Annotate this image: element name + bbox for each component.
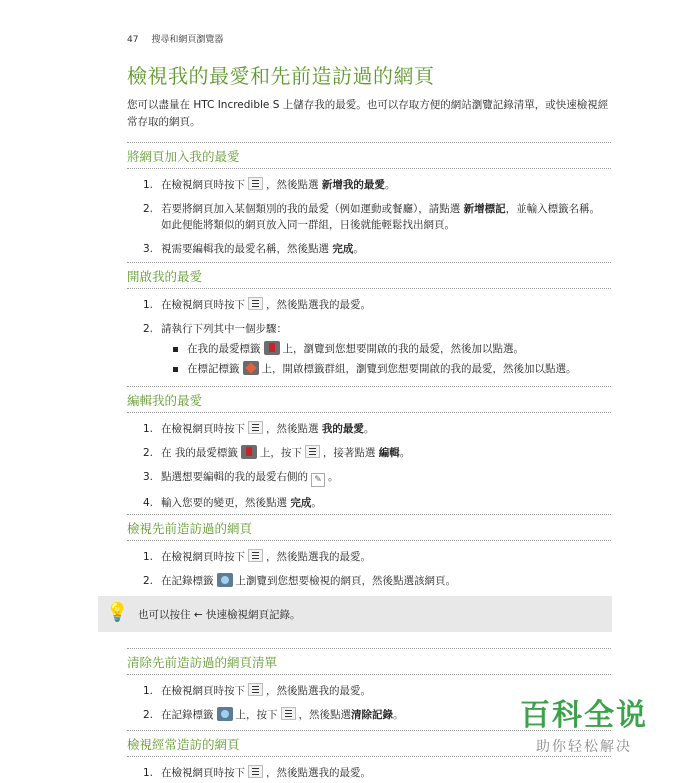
step: 4. 輸入您要的變更，然後點選 完成。 — [143, 497, 322, 509]
tip-text: 也可以按住 ← 快速檢視網頁記錄。 — [138, 609, 301, 621]
page-header — [127, 32, 223, 45]
menu-icon — [248, 765, 263, 778]
page-title: 檢視我的最愛和先前造訪過的網頁 — [127, 64, 435, 88]
menu-icon — [248, 177, 263, 190]
section-heading: 將網頁加入我的最愛 — [127, 142, 611, 169]
step: 1. 在檢視網頁時按下 ，然後點選我的最愛。 — [143, 767, 371, 779]
back-arrow-icon: ← — [193, 609, 203, 621]
history-tab-icon — [217, 707, 233, 721]
step: 1. 在檢視網頁時按下 ，然後點選 我的最愛。 — [143, 423, 375, 435]
step: 2. 在 我的最愛標籤 上，按下 ，接著點選 編輯。 — [143, 447, 411, 459]
section-heading: 清除先前造訪過的網頁清單 — [127, 648, 611, 675]
section-add-favorites — [127, 142, 611, 257]
watermark-title: 百科全说 — [520, 698, 648, 733]
history-tab-icon — [217, 573, 233, 587]
bookmark-tab-icon — [241, 445, 257, 459]
menu-icon — [248, 549, 263, 562]
section-open-favorites — [127, 262, 611, 377]
menu-icon — [248, 297, 263, 310]
section-heading: 開啟我的最愛 — [127, 262, 611, 289]
section-heading: 檢視經常造訪的網頁 — [127, 730, 611, 757]
menu-icon — [305, 445, 320, 458]
bullet-item: 在標記標籤 上，開啟標籤群組，瀏覽到您想要開啟的我的最愛，然後加以點選。 — [127, 361, 611, 377]
section-edit-favorites — [127, 386, 611, 511]
section-heading: 檢視先前造訪過的網頁 — [127, 514, 611, 541]
edit-icon: ✎ — [311, 473, 325, 487]
chapter-title: 搜尋和網頁瀏覽器 — [151, 35, 224, 45]
step: 2. 在記錄標籤 上，按下 ，然後點選清除記錄。 — [143, 709, 404, 721]
page-number: 47 — [127, 35, 139, 45]
watermark-logo — [520, 690, 648, 756]
tip-box — [98, 596, 612, 632]
intro-paragraph: 您可以盡量在 HTC Incredible S 上儲存我的最愛。也可以存取方便的網站瀏覽記錄清單，或快速檢視經常存取的網頁。 — [127, 99, 609, 128]
section-heading: 編輯我的最愛 — [127, 386, 611, 413]
step: 1. 在檢視網頁時按下 ，然後點選我的最愛。 — [143, 299, 371, 311]
step: 1. 在檢視網頁時按下 ，然後點選我的最愛。 — [143, 551, 371, 563]
menu-icon — [248, 683, 263, 696]
step: 1. 在檢視網頁時按下 ，然後點選 新增我的最愛。 — [143, 179, 396, 191]
step: 1. 在檢視網頁時按下 ，然後點選我的最愛。 — [143, 685, 371, 697]
step: 2. 請執行下列其中一個步驟： — [143, 323, 287, 335]
bullet-item: 在我的最愛標籤 上，瀏覽到您想要開啟的我的最愛，然後加以點選。 — [127, 341, 611, 357]
step: 2. 在記錄標籤 上瀏覽到您想要檢視的網頁，然後點選該網頁。 — [143, 575, 456, 587]
menu-icon — [248, 421, 263, 434]
step: 3. 點選想要編輯的我的最愛右側的 ✎ 。 — [143, 471, 339, 485]
menu-icon — [281, 707, 296, 720]
watermark-subtitle: 助你轻松解决 — [536, 739, 632, 755]
tag-tab-icon — [243, 361, 259, 375]
lightbulb-icon: 💡 — [106, 602, 129, 623]
bookmark-tab-icon — [264, 341, 280, 355]
step: 3. 視需要編輯我的最愛名稱，然後點選 完成。 — [143, 243, 364, 255]
step: 2. 若要將網頁加入某個類別的我的最愛（例如運動或餐廳），請點選 新增標記，並輸入標籤名稱。 如此便能將類似的網頁放入同一群組，日後就能輕鬆找出網頁。 — [143, 203, 601, 231]
section-view-history — [127, 514, 611, 589]
